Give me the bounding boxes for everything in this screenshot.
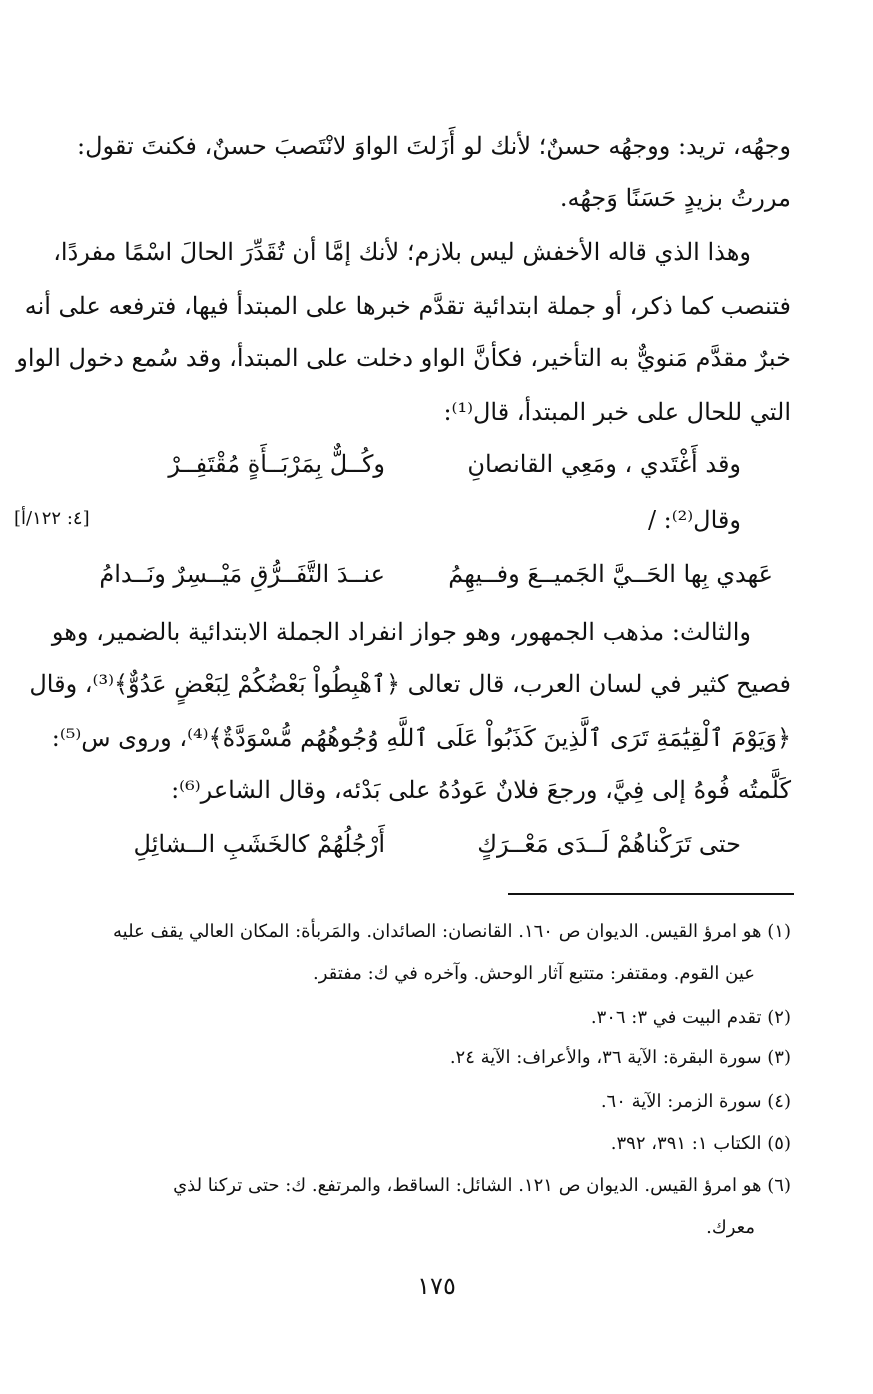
paragraph-3-line-1: والثالث: مذهب الجمهور، وهو جواز انفراد الجملة الابتدائية بالضمير، وهو <box>51 618 751 646</box>
footnote-3: (٣) سورة البقرة: الآية ٣٦، والأعراف: الآية ٢٤. <box>449 1047 791 1068</box>
paragraph-2-line-1: وهذا الذي قاله الأخفش ليس بلازم؛ لأنك إمَّا أن تُقَدِّرَ الحالَ اسْمًا مفردًا، <box>53 238 751 266</box>
footnote-separator <box>508 893 794 895</box>
paragraph-2-line-3: خبرٌ مقدَّم مَنويٌّ به التأخير، فكأنَّ الواو دخلت على المبتدأ، وقد سُمع دخول الواو <box>16 344 791 372</box>
footnote-4: (٤) سورة الزمر: الآية ٦٠. <box>600 1091 791 1112</box>
footnote-1-line-2: عين القوم. ومقتفر: متتبع آثار الوحش. وآخره في ك: مفتقر. <box>312 963 755 984</box>
footnote-2: (٢) تقدم البيت في ٣: ٣٠٦. <box>590 1007 791 1028</box>
paragraph-2-line-4: التي للحال على خبر المبتدأ، قال⁽¹⁾: <box>443 398 791 426</box>
paragraph-3-line-4: كَلَّمتُه فُوهُ إلى فِيَّ، ورجعَ فلانٌ عَودُهُ على بَدْئه، وقال الشاعر⁽⁶⁾: <box>171 776 791 804</box>
body-line-2: مررتُ بزيدٍ حَسَنًا وَجهُه. <box>559 184 791 212</box>
footnote-6-line-2: معرك. <box>706 1217 755 1238</box>
verse-3-first-hemistich: حتى تَرَكْناهُمْ لَــدَى مَعْــرَكٍ <box>477 830 741 858</box>
marginal-folio-reference: [٤: ١٢٢/أ] <box>14 508 90 529</box>
body-line-1: وجهُه، تريد: ووجهُه حسنٌ؛ لأنك لو أَزَلتَ الواوَ لانْتَصبَ حسنٌ، فكنتَ تقول: <box>77 132 791 160</box>
page-number: ١٧٥ <box>417 1272 456 1300</box>
verse-2-first-hemistich: عَهدي بِها الحَــيَّ الجَميــعَ وفــيهِمُ <box>448 560 773 588</box>
verse-2-second-hemistich: عنــدَ التَّفَــرُّقِ مَيْــسِرٌ ونَــدامُ <box>99 560 385 588</box>
footnote-5: (٥) الكتاب ١: ٣٩١، ٣٩٢. <box>610 1133 791 1154</box>
paragraph-2-line-2: فتنصب كما ذكر، أو جملة ابتدائية تقدَّم خبرها على المبتدأ فيها، فترفعه على أنه <box>24 292 791 320</box>
footnote-6-line-1: (٦) هو امرؤ القيس. الديوان ص ١٢١. الشائل: الساقط، والمرتفع. ك: حتى تركنا لذي <box>173 1175 791 1196</box>
paragraph-3-line-2: فصيح كثير في لسان العرب، قال تعالى ﴿ٱهْبِطُواْ بَعْضُكُمْ لِبَعْضٍ عَدُوٌّ﴾⁽³⁾، وقال <box>29 670 791 698</box>
verse-1-first-hemistich: وقد أَغْتَدي ، ومَعِي القانصانِ <box>467 450 741 478</box>
verse-1-second-hemistich: وكُــلٌّ بِمَرْبَــأَةٍ مُقْتَفِــرْ <box>168 450 385 478</box>
verse-3-second-hemistich: أَرْجُلُهُمْ كالخَشَبِ الــشائِلِ <box>133 830 385 858</box>
paragraph-3-line-3: ﴿وَيَوْمَ ٱلْقِيَٰمَةِ تَرَى ٱلَّذِينَ كَذَبُواْ عَلَى ٱللَّهِ وُجُوهُهُم مُّسْوَدَّةٌ﴾⁽⁴⁾، وروى س⁽⁵⁾: <box>51 724 791 752</box>
qala-line: وقال⁽²⁾: / <box>647 506 741 534</box>
footnote-1-line-1: (١) هو امرؤ القيس. الديوان ص ١٦٠. القانصان: الصائدان. والمَربأة: المكان العالي يقف عليه <box>113 921 791 942</box>
